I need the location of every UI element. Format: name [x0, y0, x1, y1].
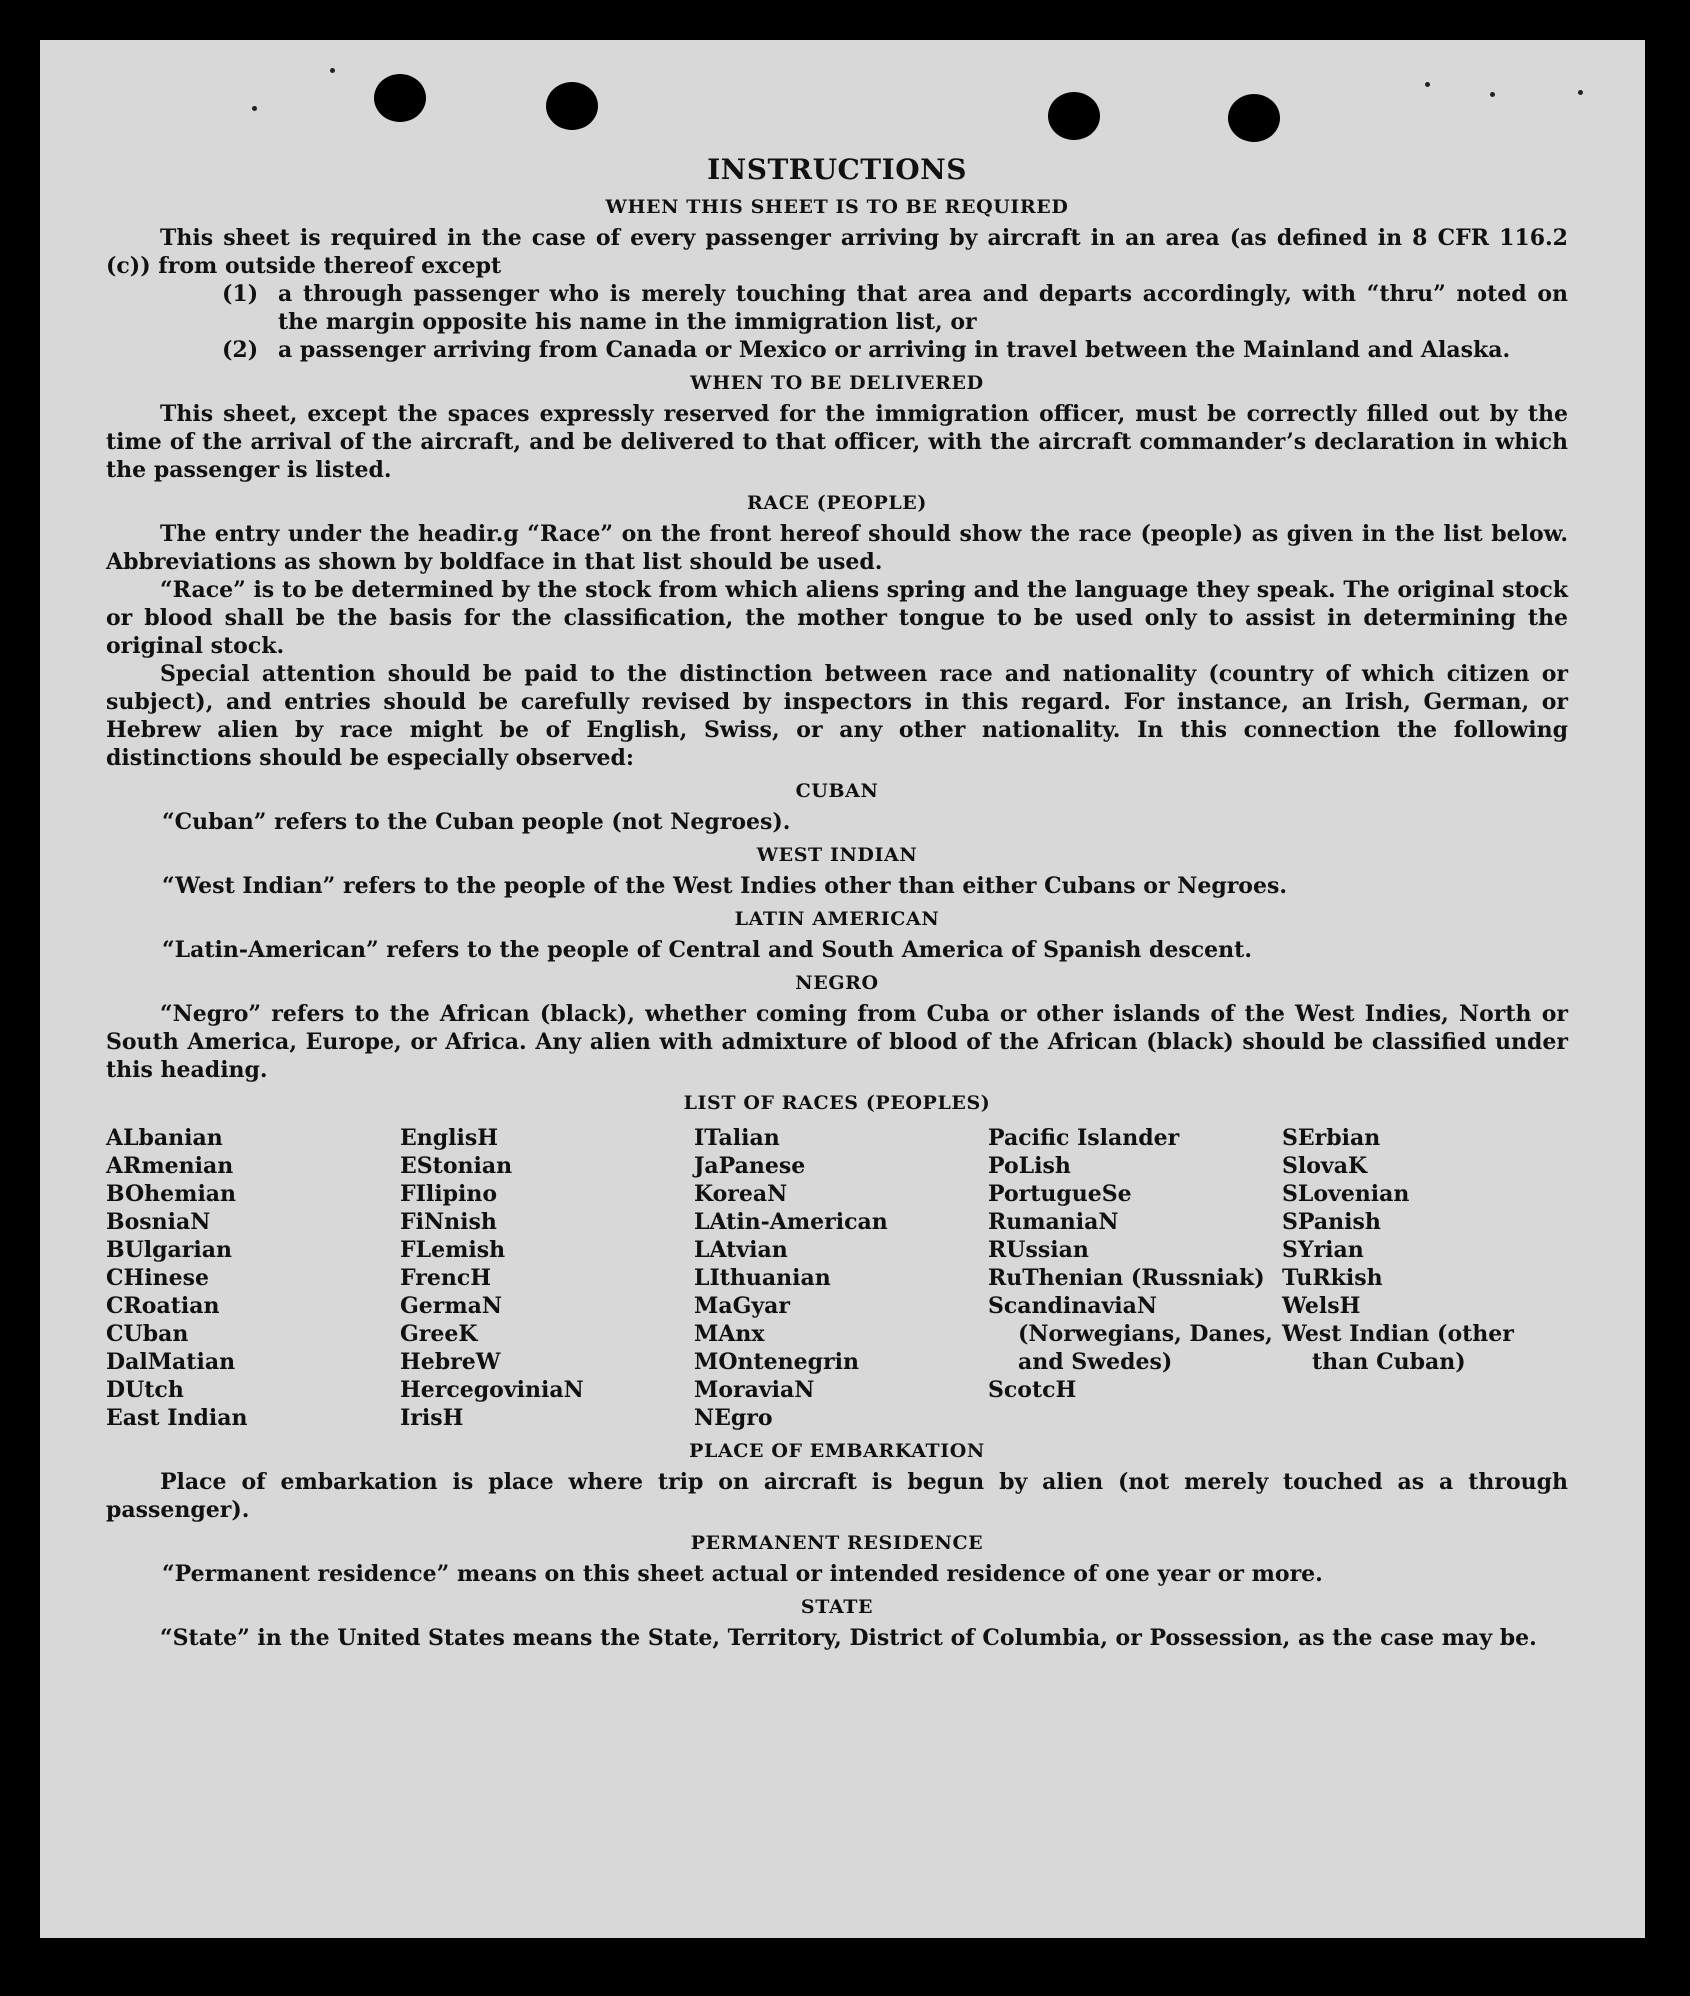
- races-column: [694, 1124, 980, 1432]
- race-paragraph: “Race” is to be determined by the stock from which aliens spring and the language they speak. The original stock or blood shall be the basis for the classification, the mother tongue to be used only to assist in determining the original stock.: [106, 577, 1568, 659]
- race-item: ScandinaviaN (Norwegians, Danes, and Swedes): [988, 1293, 1273, 1375]
- race-item: SLovenian: [1282, 1181, 1410, 1207]
- race-item: ITalian: [694, 1125, 780, 1151]
- race-item: FiNnish: [400, 1209, 497, 1235]
- race-item: HebreW: [400, 1349, 501, 1375]
- race-item: LAtvian: [694, 1237, 788, 1263]
- race-item: SErbian: [1282, 1125, 1381, 1151]
- exception-text: a through passenger who is merely touching that area and departs accordingly, with “thru” noted on the margin opposite his name in the immigration list, or: [278, 281, 1568, 335]
- race-item: NEgro: [694, 1405, 773, 1431]
- race-item: BosniaN: [106, 1209, 211, 1235]
- speck: [1425, 82, 1430, 87]
- races-column: [106, 1124, 392, 1432]
- race-item: MaGyar: [694, 1293, 791, 1319]
- page-title: INSTRUCTIONS: [707, 153, 967, 186]
- section-heading-embarkation: PLACE OF EMBARKATION: [689, 1440, 985, 1462]
- race-item: BOhemian: [106, 1181, 237, 1207]
- race-item: MAnx: [694, 1321, 765, 1347]
- race-item: ALbanian: [106, 1125, 223, 1151]
- races-list: [106, 1124, 1568, 1432]
- race-item: DalMatian: [106, 1349, 236, 1375]
- race-item: SYrian: [1282, 1237, 1364, 1263]
- races-column: [400, 1124, 686, 1432]
- negro-definition: “Negro” refers to the African (black), whether coming from Cuba or other islands of the West Indies, North or South America, Europe, or Africa. Any alien with admixture of blood of the African (black) should be classified under this heading.: [106, 1001, 1568, 1083]
- embarkation-text: Place of embarkation is place where trip on aircraft is begun by alien (not merely touched as a through passenger).: [106, 1469, 1568, 1523]
- instructions-content: [106, 152, 1568, 1652]
- race-item: East Indian: [106, 1405, 248, 1431]
- section-heading-latin-american: LATIN AMERICAN: [734, 908, 940, 930]
- speck: [1578, 90, 1583, 95]
- race-item: MOntenegrin: [694, 1349, 859, 1375]
- section-heading-cuban: CUBAN: [795, 780, 879, 802]
- race-item: ScotcH: [988, 1377, 1077, 1403]
- speck: [1490, 92, 1495, 97]
- race-item: CRoatian: [106, 1293, 220, 1319]
- exception-number: (2): [222, 337, 259, 363]
- race-item: PortugueSe: [988, 1181, 1132, 1207]
- race-item: HercegoviniaN: [400, 1377, 584, 1403]
- latin-american-definition: “Latin-American” refers to the people of Central and South America of Spanish descent.: [162, 937, 1252, 963]
- race-item: MoraviaN: [694, 1377, 815, 1403]
- section-heading-when-delivered: WHEN TO BE DELIVERED: [690, 372, 984, 394]
- section-heading-state: STATE: [800, 1596, 874, 1618]
- race-item: SPanish: [1282, 1209, 1381, 1235]
- exception-number: (1): [222, 281, 259, 307]
- exception-text: a passenger arriving from Canada or Mexico or arriving in travel between the Mainland and Alaska.: [278, 337, 1511, 363]
- race-item: FrencH: [400, 1265, 491, 1291]
- punch-hole: [1228, 94, 1280, 142]
- section-heading-west-indian: WEST INDIAN: [756, 844, 918, 866]
- race-item: CUban: [106, 1321, 189, 1347]
- race-item: West Indian (other than Cuban): [1282, 1321, 1514, 1375]
- race-item: EnglisH: [400, 1125, 499, 1151]
- exception-item: [222, 336, 1568, 364]
- state-text: “State” in the United States means the State, Territory, District of Columbia, or Possession, as the case may be.: [160, 1625, 1537, 1651]
- races-column: [988, 1124, 1274, 1432]
- speck: [252, 106, 257, 111]
- race-item: RuThenian (Russniak): [988, 1265, 1265, 1291]
- race-item: WelsH: [1282, 1293, 1361, 1319]
- section-heading-residence: PERMANENT RESIDENCE: [690, 1532, 984, 1554]
- punch-hole: [1048, 92, 1100, 140]
- section-heading-negro: NEGRO: [795, 972, 879, 994]
- race-item: GermaN: [400, 1293, 503, 1319]
- race-item: RumaniaN: [988, 1209, 1119, 1235]
- race-item: CHinese: [106, 1265, 210, 1291]
- race-item: JaPanese: [694, 1153, 806, 1179]
- race-item: DUtch: [106, 1377, 184, 1403]
- race-item: RUssian: [988, 1237, 1089, 1263]
- section-heading-races-list: LIST OF RACES (PEOPLES): [683, 1092, 991, 1114]
- punch-hole: [374, 74, 426, 122]
- exception-item: [222, 280, 1568, 336]
- race-item: Pacific Islander: [988, 1125, 1180, 1151]
- race-item: SlovaK: [1282, 1153, 1368, 1179]
- race-paragraph: The entry under the headir.g “Race” on the front hereof should show the race (people) as given in the list below. Abbreviations as shown by boldface in that list should be used.: [106, 521, 1568, 575]
- race-item: LAtin-American: [694, 1209, 888, 1235]
- race-paragraph: Special attention should be paid to the distinction between race and nationality (country of which citizen or subject), and entries should be carefully revised by inspectors in this regard. For instance, an Irish, German, or Hebrew alien by race might be of English, Swiss, or any other nationality. In this connection the following distinctions should be especially observed:: [106, 661, 1568, 771]
- section-heading-race: RACE (PEOPLE): [747, 492, 927, 514]
- race-item: KoreaN: [694, 1181, 788, 1207]
- race-item: GreeK: [400, 1321, 478, 1347]
- race-item: ARmenian: [106, 1153, 234, 1179]
- race-item: LIthuanian: [694, 1265, 831, 1291]
- race-item: PoLish: [988, 1153, 1071, 1179]
- race-item: IrisH: [400, 1405, 464, 1431]
- west-indian-definition: “West Indian” refers to the people of the West Indies other than either Cubans or Negroes.: [162, 873, 1288, 899]
- when-delivered-text: This sheet, except the spaces expressly reserved for the immigration officer, must be correctly filled out by the time of the arrival of the aircraft, and be delivered to that officer, with the aircraft commander’s declaration in which the passenger is listed.: [106, 401, 1568, 483]
- race-item: EStonian: [400, 1153, 513, 1179]
- section-heading-when-required: WHEN THIS SHEET IS TO BE REQUIRED: [605, 196, 1069, 218]
- when-required-intro: This sheet is required in the case of every passenger arriving by aircraft in an area (as defined in 8 CFR 116.2 (c)) from outside thereof except: [106, 225, 1568, 279]
- punch-hole: [546, 82, 598, 130]
- race-item: TuRkish: [1282, 1265, 1383, 1291]
- races-column: [1282, 1124, 1568, 1432]
- race-item: FLemish: [400, 1237, 506, 1263]
- race-item: FIlipino: [400, 1181, 498, 1207]
- speck: [330, 68, 335, 73]
- residence-text: “Permanent residence” means on this sheet actual or intended residence of one year or more.: [162, 1561, 1323, 1587]
- cuban-definition: “Cuban” refers to the Cuban people (not Negroes).: [162, 809, 791, 835]
- race-item: BUlgarian: [106, 1237, 232, 1263]
- document-page: [40, 40, 1645, 1938]
